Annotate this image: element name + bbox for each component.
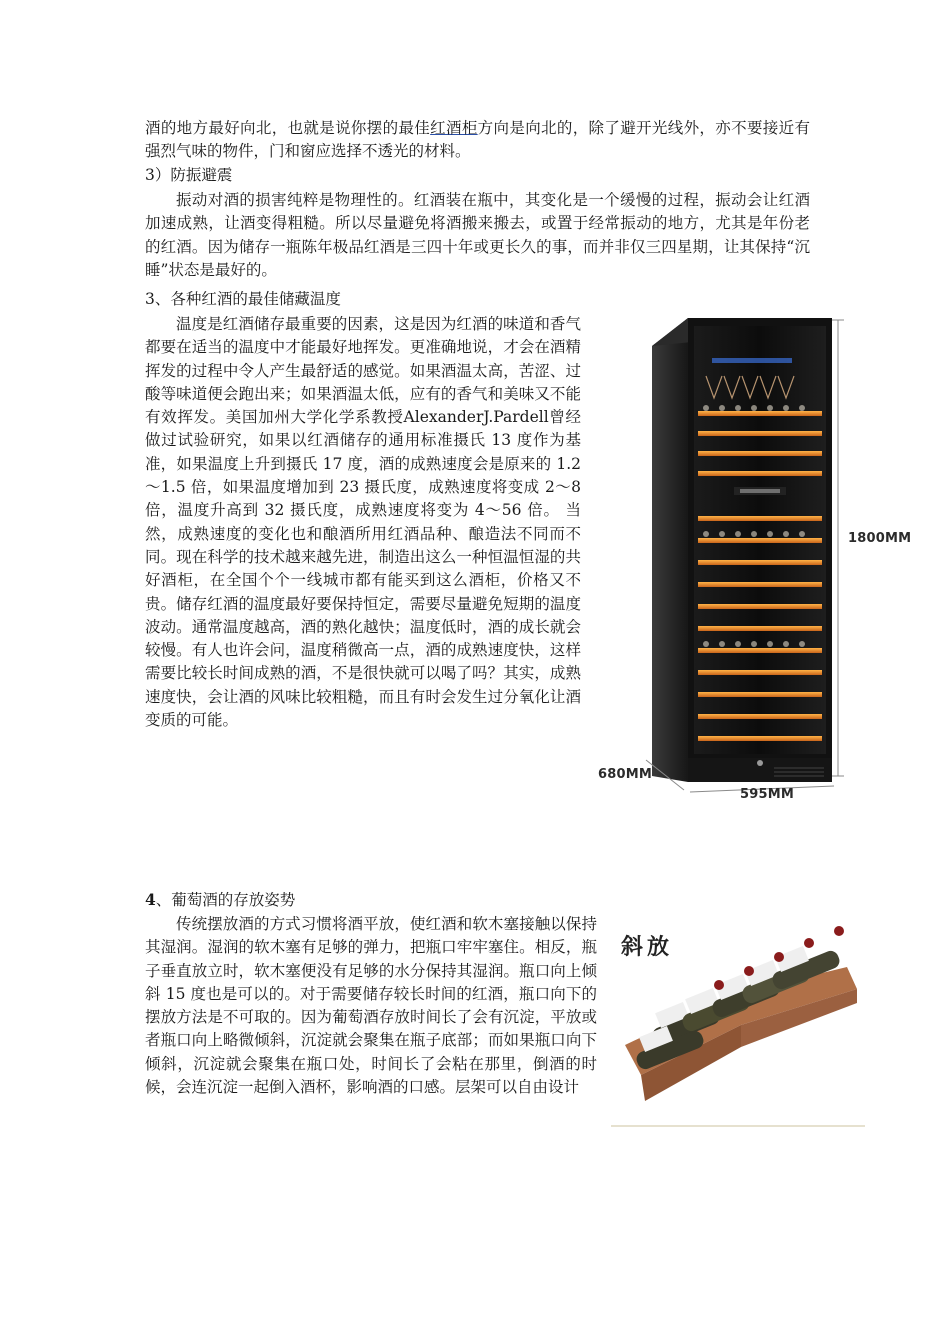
section-anti-vibration-body: 振动对酒的损害纯粹是物理性的。红酒装在瓶中，其变化是一个缓慢的过程，振动会让红酒加速成熟，让酒变得粗糙。所以尽量避免将酒搬来搬去，或置于经常振动的地方，尤其是年份老的红酒。因为储存一瓶陈年极品红酒是三四十年或更长久的事，而并非仅三四星期，让其保持“沉睡”状态是最好的。 [145,191,810,279]
intro-paragraph [145,117,810,164]
section-anti-vibration-title: 3）防振避震 [145,166,233,184]
section-posture-number: 4 [145,890,156,909]
cabinet-height-label: 1800MM [848,531,912,546]
wine-cabinet-link[interactable]: 红酒柜 [430,119,478,137]
section-temperature-body: 温度是红酒储存最重要的因素，这是因为红酒的味道和香气都要在适当的温度中才能最好地挥发。更准确地说，才会在酒精挥发的过程中令人产生最舒适的感觉。如果酒温太高，苦涩、过酸等味道便会跑出来；如果酒温太低，应有的香气和美味又不能有效挥发。美国加州大学化学系教授AlexanderJ.Pardell曾经做过试验研究，如果以红酒储存的通用标准摄氏 13 度作为基准，如果温度上升到摄氏 17 度，酒的成熟速度会是原来的 1.2～1.5 倍，如果温度增加到 23 摄氏度，成熟速度将变成 2～8 倍，温度升高到 32 摄氏度，成熟速度将变为 4～56 倍。 当然，成熟速度的变化也和酿酒所用红酒品种、酿造法不同而不同。现在科学的技术越来越先进，制造出这么一种恒温恒湿的共好酒柜，在全国个个一线城市都有能买到这么酒柜，价格又不贵。储存红酒的温度最好要保持恒定，需要尽量避免短期的温度波动。通常温度越高，酒的熟化越快；温度低时，酒的成长就会较慢。有人也许会问，温度稍微高一点，酒的成熟速度快，这样需要比较长时间成熟的酒，不是很快就可以喝了吗？其实，成熟速度快，会让酒的风味比较粗糙，而且有时会发生过分氧化让酒变质的可能。 [145,315,581,730]
section-posture-body: 传统摆放酒的方式习惯将酒平放，使红酒和软木塞接触以保持其湿润。湿润的软木塞有足够的弹力，把瓶口牢牢塞住。相反，瓶子垂直放立时，软木塞便没有足够的水分保持其湿润。瓶口向上倾斜 15 度也是可以的。对于需要储存较长时间的红酒，瓶口向下的摆放方法是不可取的。因为葡萄酒存放时间长了会有沉淀，平放或者瓶口向上略微倾斜，沉淀就会聚集在瓶子底部；而如果瓶口向下倾斜，沉淀就会聚集在瓶口处，时间长了会粘在那里，倒酒的时候，会连沉淀一起倒入酒杯，影响酒的口感。层架可以自由设计 [145,915,597,1097]
cabinet-width-label: 595MM [740,787,795,802]
intro-text-pre: 酒的地方最好向北，也就是说你摆的最佳 [145,119,431,137]
cabinet-depth-label: 680MM [598,767,653,782]
wine-rack-image [611,905,865,1127]
wine-cabinet-image [594,306,910,812]
section-temperature-title: 3、各种红酒的最佳储藏温度 [145,290,341,308]
tilted-storage-label: 斜放 [621,935,674,960]
intro-text-post: 方向是向北的，除了避开光线外，亦不要接近有强烈气味的物件，门和窗应选择不透光的材料。 [145,119,810,161]
section-posture-title-text: 、葡萄酒的存放姿势 [155,891,296,909]
wine-cabinet-illustration [594,306,910,812]
